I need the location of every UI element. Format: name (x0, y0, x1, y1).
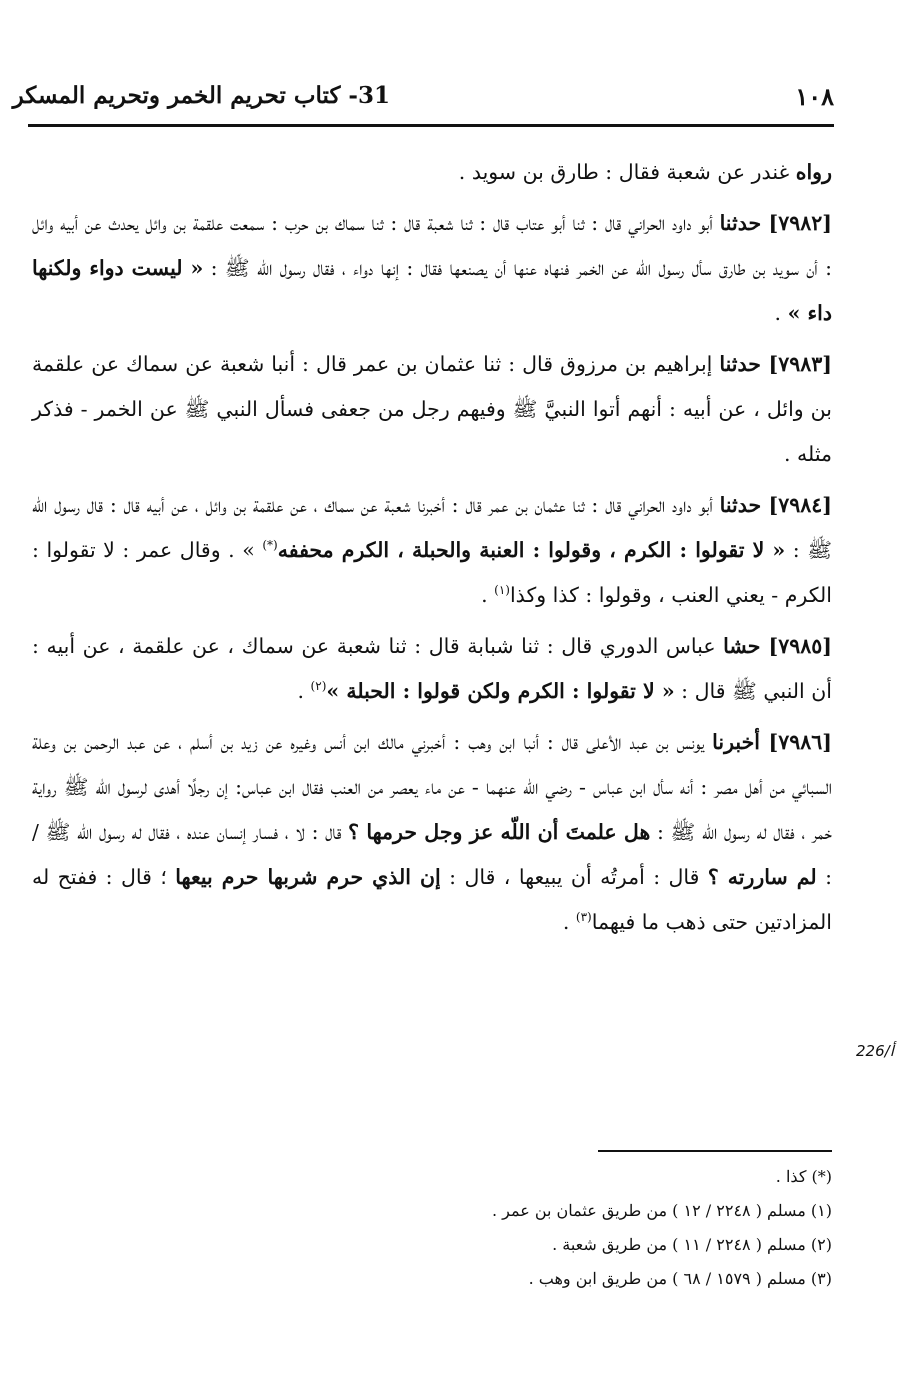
bold-text: [٧٩٨٦] أخبرنا (712, 730, 832, 754)
bold-text: « لا تقولوا : الكرم ، وقولوا : العنبة والحبلة ، الكرم محففه (277, 538, 786, 562)
page-number: ١٠٨ (795, 82, 834, 111)
text-run: يونس بن عبد الأعلى قال : أنبا ابن وهب : أخبرني مالك ابن أنس وغيره عن زيد بن أسلم ، عن عبد الرحمن بن وعلة السبائي من أهل مصر : أنه سأل ابن عباس - رضي اللّه عنهما - عن ماء يعصر من العنب فقال ابن عباس: إن رجلًا أهدى لرسول اللّه ﷺ رواية خمر ، فقال له رسول اللّه ﷺ : (32, 730, 833, 844)
footnote-marker: (٣) (575, 910, 592, 925)
text-run: أبو داود الحراني قال : ثنا أبو عتاب قال : ثنا شعبة قال : ثنا سماك بن حرب : سمعت علقمة بن وائل يحدث عن أبيه وائل : أن سويد بن طارق سأل رسول اللّه عن الخمر فنهاه عنها أن يصنعها فقال : إنها دواء ، فقال رسول اللّه ﷺ : (32, 211, 832, 280)
bold-text: [٧٩٨٣] حدثنا (719, 352, 832, 376)
footnote: (٣) مسلم ( ١٥٧٩ / ٦٨ ) من طريق ابن وهب . (528, 1269, 832, 1288)
paragraph (32, 624, 832, 714)
manuscript-folio-note: أ/226 (856, 1042, 894, 1060)
text-run: إبراهيم بن مرزوق قال : ثنا عثمان بن عمر قال : أنبا شعبة عن سماك عن علقمة بن وائل ، عن أبيه : أنهم أتوا النبيَّ ﷺ وفيهم رجل من جعفى فسأل النبي ﷺ عن الخمر - فذكر مثله . (32, 352, 832, 466)
footnote: (*) كذا . (775, 1167, 832, 1186)
text-run: قال : أمرتُه أن يبيعها ، قال : (440, 865, 708, 889)
bold-text: « لا تقولوا : الكرم ولكن قولوا : الحبلة » (326, 679, 675, 703)
bold-text: هل علمتَ أن اللّه عز وجل حرمها ؟ (348, 820, 651, 844)
paragraph (32, 483, 832, 618)
paragraph (32, 342, 832, 477)
footnote: (١) مسلم ( ٢٢٤٨ / ١٢ ) من طريق عثمان بن عمر . (491, 1201, 832, 1220)
bold-text: [٧٩٨٥] حشا (723, 634, 832, 658)
text-run: عباس الدوري قال : ثنا شبابة قال : ثنا شعبة عن سماك ، عن علقمة ، عن أبيه : أن النبي ﷺ قال : (32, 634, 832, 703)
text-run: قال : لا ، فسار إنسان عنده ، فقال له رسول اللّه ﷺ / : (32, 820, 832, 889)
header-rule (28, 124, 834, 127)
paragraph (32, 201, 832, 336)
text-run: . (481, 583, 495, 607)
text-run: . (774, 301, 788, 325)
footnote-rule (598, 1150, 832, 1152)
bold-text: « ليست دواء ولكنها داء » (32, 256, 832, 325)
footnote-marker: (٢) (310, 679, 327, 694)
text-run: » . وقال عمر : لا تقولوا : الكرم - يعني العنب ، وقولوا : كذا وكذا (32, 538, 832, 607)
bold-text: إن الذي حرم شربها حرم بيعها (175, 865, 441, 889)
footnote: (٢) مسلم ( ٢٢٤٨ / ١١ ) من طريق شعبة . (552, 1235, 832, 1254)
paragraph (32, 150, 832, 195)
bold-text: [٧٩٨٢] حدثنا (719, 211, 832, 235)
bold-text: [٧٩٨٤] حدثنا (719, 493, 832, 517)
page-header (12, 82, 834, 122)
footnotes (92, 1160, 832, 1296)
text-run: . (297, 679, 311, 703)
main-text (32, 150, 832, 951)
footnote-marker: (*) (262, 538, 278, 553)
bold-text: رواه (795, 160, 832, 184)
paragraph (32, 720, 832, 945)
bold-text: لم ساررته ؟ (707, 865, 817, 889)
footnote-marker: (١) (494, 583, 510, 598)
text-run: أبو داود الحراني قال : ثنا عثمان بن عمر قال : أخبرنا شعبة عن سماك ، عن علقمة بن وائل ، عن أبيه قال : قال رسول اللّه ﷺ : (32, 493, 832, 562)
text-run: ؛ قال : ففتح له المزادتين حتى ذهب ما فيهما (32, 865, 832, 934)
chapter-title: 31- كتاب تحريم الخمر وتحريم المسكر (12, 82, 390, 109)
text-run: . (562, 910, 576, 934)
text-run: غندر عن شعبة فقال : طارق بن سويد . (458, 160, 796, 184)
